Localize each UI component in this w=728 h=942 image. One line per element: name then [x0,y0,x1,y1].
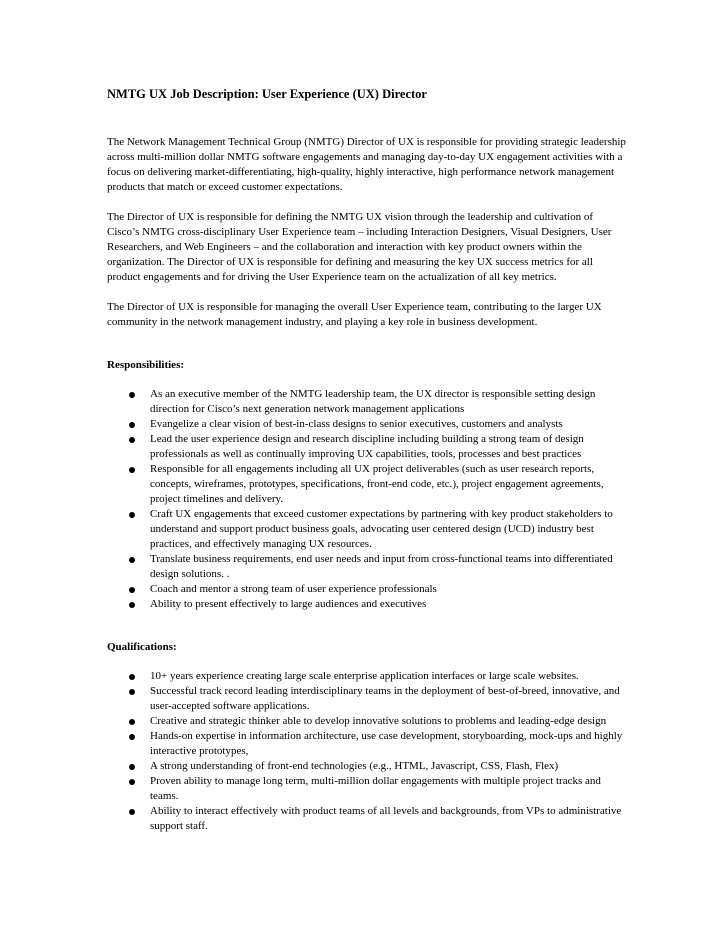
bullet-icon [129,512,135,518]
management-paragraph: The Director of UX is responsible for managing the overall User Experience team, contributing to the larger UX community in the network management industry, and playing a key role in business development. [107,301,602,328]
qualifications-list [107,669,627,834]
list-item [107,804,627,834]
list-item-text: Ability to present effectively to large audiences and executives [150,598,427,610]
bullet-icon [129,557,135,563]
list-item-text: A strong understanding of front-end technologies (e.g., HTML, Javascript, CSS, Flash, Flex) [150,760,559,772]
bullet-icon [129,674,135,680]
bullet-icon [129,719,135,725]
bullet-icon [129,779,135,785]
bullet-icon [129,587,135,593]
list-item-text: As an executive member of the NMTG leadership team, the UX director is responsible setting design direction for Cisco’s next generation network management applications [150,388,596,415]
responsibilities-list [107,387,627,612]
bullet-icon [129,422,135,428]
list-item-text: Coach and mentor a strong team of user experience professionals [150,583,437,595]
list-item [107,729,627,759]
list-item [107,684,627,714]
list-item [107,582,627,597]
document-page [107,86,627,834]
bullet-icon [129,809,135,815]
list-item-text: Successful track record leading interdisciplinary teams in the deployment of best-of-breed, innovative, and user-accepted software applications. [150,685,620,712]
list-item-text: Translate business requirements, end user needs and input from cross-functional teams into differentiated design solutions. . [150,553,613,580]
bullet-icon [129,689,135,695]
intro-paragraph: The Network Management Technical Group (NMTG) Director of UX is responsible for providing strategic leadership across multi-million dollar NMTG software engagements and managing day-to-day UX engagement activities with a focus on delivering market-differentiating, high-quality, highly interactive, high performance network management products that match or exceed customer expectations. [107,136,626,193]
list-item-text: Responsible for all engagements including all UX project deliverables (such as user research reports, concepts, wireframes, prototypes, specifications, front-end code, etc.), project engagement agreements, project timelines and delivery. [150,463,604,505]
list-item-text: Lead the user experience design and research discipline including building a strong team of design professionals as well as continually improving UX capabilities, tools, processes and best practices [150,433,584,460]
list-item-text: Hands-on expertise in information architecture, use case development, storyboarding, mock-ups and highly interactive prototypes, [150,730,623,757]
bullet-icon [129,467,135,473]
list-item [107,597,627,612]
list-item-text: Creative and strategic thinker able to develop innovative solutions to problems and leading-edge design [150,715,607,727]
list-item [107,774,627,804]
list-item [107,387,627,417]
list-item [107,432,627,462]
list-item [107,552,627,582]
document-title: NMTG UX Job Description: User Experience (UX) Director [107,87,427,101]
qualifications-heading: Qualifications: [107,641,177,653]
responsibilities-heading: Responsibilities: [107,359,185,371]
bullet-icon [129,764,135,770]
list-item [107,759,627,774]
list-item [107,507,627,552]
list-item-text: 10+ years experience creating large scale enterprise application interfaces or large scale websites. [150,670,579,682]
list-item-text: Craft UX engagements that exceed customer expectations by partnering with key product stakeholders to understand and support product business goals, advocating user centered design (UCD) industry best practices, and effectively managing UX resources. [150,508,613,550]
list-item [107,462,627,507]
bullet-icon [129,602,135,608]
vision-paragraph: The Director of UX is responsible for defining the NMTG UX vision through the leadership and cultivation of Cisco’s NMTG cross-disciplinary User Experience team – including Interaction Designers, Visual Designers, User Researchers, and Web Engineers – and the collaboration and interaction with key product owners within the organization. The Director of UX is responsible for defining and measuring the key UX success metrics for all product engagements and for driving the User Experience team on the actualization of all key metrics. [107,211,612,283]
bullet-icon [129,734,135,740]
list-item [107,714,627,729]
list-item [107,669,627,684]
list-item-text: Ability to interact effectively with product teams of all levels and backgrounds, from VPs to administrative support staff. [150,805,622,832]
bullet-icon [129,392,135,398]
bullet-icon [129,437,135,443]
list-item-text: Evangelize a clear vision of best-in-class designs to senior executives, customers and analysts [150,418,563,430]
list-item-text: Proven ability to manage long term, multi-million dollar engagements with multiple project tracks and teams. [150,775,601,802]
list-item [107,417,627,432]
